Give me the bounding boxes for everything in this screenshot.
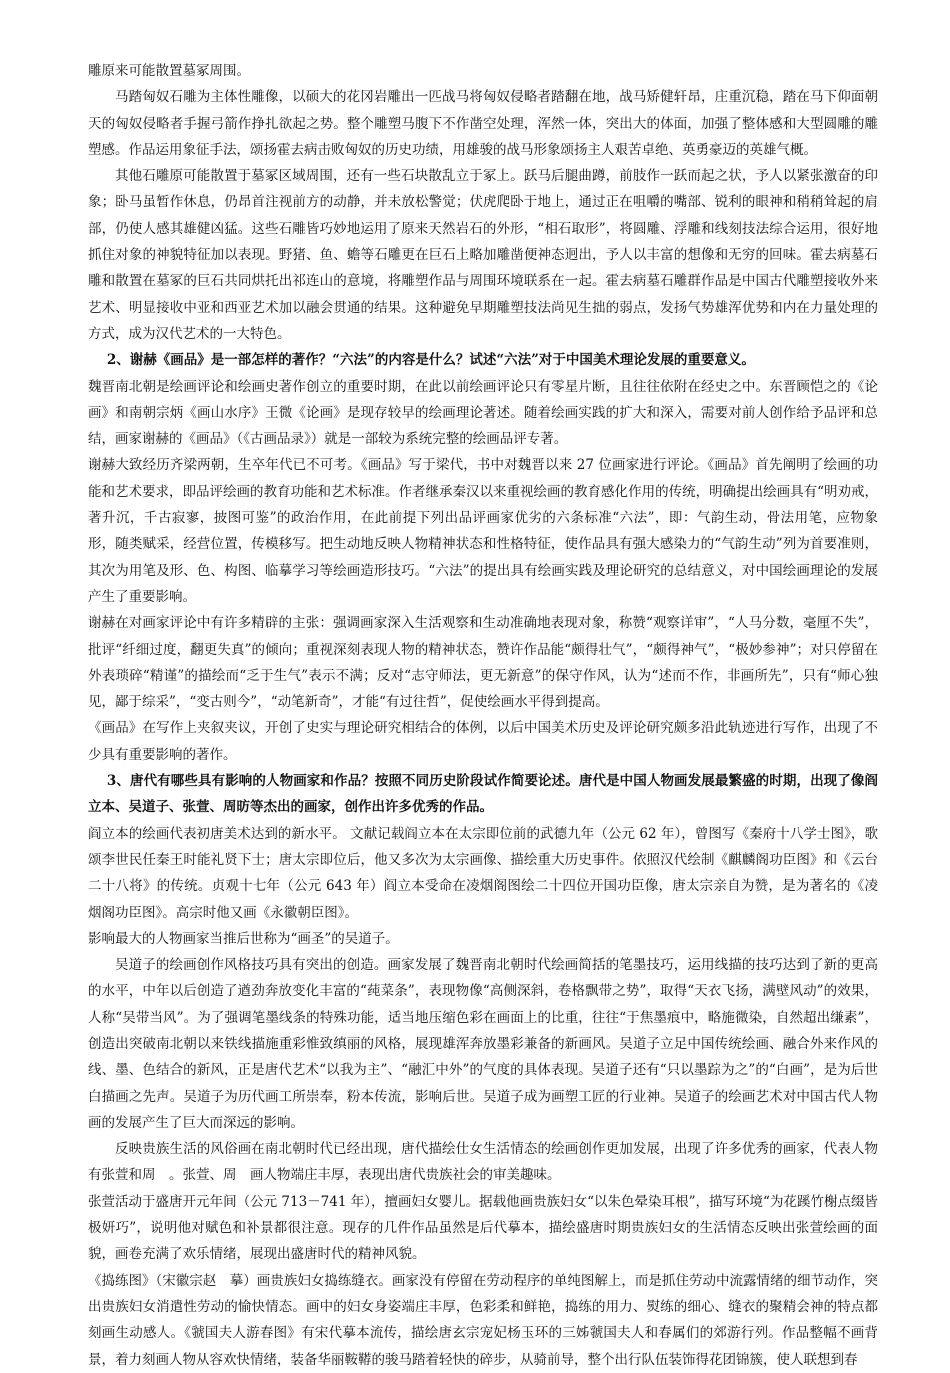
text-paragraph: 马踏匈奴石雕为主体性雕像，以硕大的花冈岩雕出一匹战马将匈奴侵略者踏翻在地，战马矫健轩昂，庄重沉稳，踏在马下仰面朝天的匈奴侵略者手握弓箭作挣扎欲起之势。整个雕塑马腹下不作凿空处理，浑然一体，突出大的体面，加强了整体感和大型圆雕的雕塑感。作品运用象征手法，颂扬霍去病击败匈奴的历史功绩，用雄骏的战马形象颂扬主人艰苦卓绝、英勇豪迈的英雄气概。: [88, 89, 878, 158]
text-paragraph: 影响最大的人物画家当推后世称为“画圣”的吴道子。: [88, 930, 399, 947]
text-paragraph: 阎立本的绘画代表初唐美术达到的新水平。 文献记载阎立本在太宗即位前的武德九年（公元 62 年），曾图写《秦府十八学士图》，歌颂李世民任秦王时能礼贤下士；唐太宗即位后，他又多次为太宗画像、描绘重大历史事件。依照汉代绘制《麒麟阁功臣图》和《云台二十八将》的传统。贞观十七年（公元 643 年）阎立本受命在凌烟阁图绘二十四位开国功臣像，唐太宗亲自为赞，是为著名的《凌烟阁功臣图》。高宗时他又画《永徽朝臣图》。: [88, 825, 878, 921]
text-paragraph: 谢赫大致经历齐梁两朝，生卒年代已不可考。《画品》写于梁代，书中对魏晋以来 27 位画家进行评论。《画品》首先阐明了绘画的功能和艺术要求，即品评绘画的教育功能和艺术标准。作者继承秦汉以来重视绘画的教育感化作用的传统，明确提出绘画具有“明劝戒，著升沉，千古寂寥，披图可鉴”的政治作用，在此前提下列出品评画家优劣的六条标准“六法”，即：气韵生动，骨法用笔，应物象形，随类赋采，经营位置，传模移写。把生动地反映人物精神状态和性格特征，使作品具有强大感染力的“气韵生动”列为首要准则，其次为用笔及形、色、构图、临摹学习等绘画造形技巧。“六法”的提出具有绘画实践及理论研究的总结意义，对中国绘画理论的发展产生了重要影响。: [88, 457, 878, 605]
text-paragraph: 吴道子的绘画创作风格技巧具有突出的创造。画家发展了魏晋南北朝时代绘画简括的笔墨技巧，运用线描的技巧达到了新的更高的水平，中年以后创造了遒劲奔放变化丰富的“莼菜条”，表现物像“高侧深斜，卷格飘带之势”，取得“天衣飞扬，满壁风动”的效果，人称“吴带当风”。为了强调笔墨线条的特殊功能，适当地压缩色彩在画面上的比重，往往“于焦墨痕中，略施微染，自然超出缣素”，创造出突破南北朝以来铁线描施重彩惟致缜丽的风格，展现雄浑奔放墨彩兼备的新画风。吴道子立足中国传统绘画、融合外来作风的线、墨、色结合的新风，正是唐代艺术“以我为主”、“融汇中外”的气度的具体表现。吴道子还有“只以墨踪为之”的“白画”，是为后世白描画之先声。吴道子为历代画工所崇奉，粉本传流，影响后世。吴道子成为画塑工匠的行业神。吴道子的绘画艺术对中国古代人物画的发展产生了巨大而深远的影响。: [88, 957, 878, 1131]
question-heading: 3、唐代有哪些具有影响的人物画家和作品？按照不同历史阶段试作简要论述。唐代是中国人物画发展最繁盛的时期，出现了像阎立本、吴道子、张萱、周昉等杰出的画家，创作出许多优秀的作品。: [88, 773, 878, 816]
text-paragraph: 张萱活动于盛唐开元年间（公元 713－741 年），擅画妇女婴儿。据载他画贵族妇女“以朱色晕染耳根”，描写环境“为花蹊竹榭点缀皆极妍巧”，说明他对赋色和补景都很注意。现存的几件作品虽然是后代摹本，描绘盛唐时期贵族妇女的生活情态反映出张萱绘画的面貌，画卷充满了欢乐情绪，展现出盛唐时代的精神风貌。: [88, 1193, 878, 1263]
text-paragraph: 其他石雕原可能散置于墓冢区域周围，还有一些石块散乱立于冢上。跃马后腿曲蹲，前肢作一跃而起之状，予人以紧张激奋的印象；卧马虽暂作休息，仍昂首注视前方的动静，并未放松警觉；伏虎爬卧于地上，通过正在咀嚼的嘴部、锐利的眼神和稍稍耸起的肩部，仍使人感其雄健凶猛。这些石雕皆巧妙地运用了原来天然岩石的外形，“相石取形”，将圆雕、浮雕和线刻技法综合运用，很好地抓住对象的神貌特征加以表现。野猪、鱼、蟾等石雕更在巨石上略加雕凿便神态迥出，予人以丰富的想像和无穷的回味。霍去病墓石雕和散置在墓冢的巨石共同烘托出祁连山的意境，将雕塑作品与周围环境联系在一起。霍去病墓石雕群作品是中国古代雕塑接收外来艺术、明显接收中亚和西亚艺术加以融会贯通的结果。这种避免早期雕塑技法尚见生拙的弱点，发扬气势雄浑优势和内在力量处理的方式，成为汉代艺术的一大特色。: [88, 168, 878, 342]
text-paragraph: 魏晋南北朝是绘画评论和绘画史著作创立的重要时期，在此以前绘画评论只有零星片断，且往往依附在经史之中。东晋顾恺之的《论画》和南朝宗炳《画山水序》王微《论画》是现存较早的绘画理论著述。随着绘画实践的扩大和深入，需要对前人创作给予品评和总结，画家谢赫的《画品》（《古画品录》）就是一部较为系统完整的绘画品评专著。: [88, 378, 878, 448]
question-heading: 2、谢赫《画品》是一部怎样的著作？“六法”的内容是什么？试述“六法”对于中国美术理论发展的重要意义。: [106, 352, 755, 369]
text-paragraph: 反映贵族生活的风俗画在南北朝时代已经出现，唐代描绘仕女生活情态的绘画创作更加发展，出现了许多优秀的画家，代表人物有张萱和周 。张萱、周 画人物端庄丰厚，表现出唐代贵族社会的审美趣味。: [88, 1141, 878, 1184]
text-paragraph: 谢赫在对画家评论中有许多精辟的主张：强调画家深入生活观察和生动准确地表现对象，称赞“观察详审”，“人马分数，毫厘不失”，批评“纤细过度，翻更失真”的倾向；重视深刻表现人物的精神状态，赞许作品能“颇得壮气”，“颇得神气”，“极妙参神”；对只停留在外表琐碎“精谨”的描绘而“乏于生气”表示不满；反对“志守师法，更无新意”的保守作风，认为“述而不作，非画所先”，只有“师心独见，鄙于综采”，“变古则今”，“动笔新奇”，才能“有过往哲”，促使绘画水平得到提高。: [88, 615, 878, 711]
text-paragraph: 雕原来可能散置墓冢周围。: [88, 63, 250, 79]
text-paragraph: 《捣练图》（宋徽宗赵 摹）画贵族妇女捣练缝衣。画家没有停留在劳动程序的单纯图解上，而是抓住劳动中流露情绪的细节动作，突出贵族妇女消遣性劳动的愉快情态。画中的妇女身姿端庄丰厚，色彩柔和鲜艳，捣练的用力、熨练的细心、缝衣的聚精会神的特点都刻画生动感人。《虢国夫人游春图》有宋代摹本流传，描绘唐玄宗宠妃杨玉环的三姊虢国夫人和春属们的郊游行列。作品整幅不画背景，着力刻画人物从容欢快情绪，装备华丽鞍鞯的骏马踏着轻快的碎步，从骑前导，整个出行队伍装饰得花团锦簇，使人联想到春: [88, 1272, 878, 1368]
text-paragraph: 《画品》在写作上夹叙夹议，开创了史实与理论研究相结合的体例，以后中国美术历史及评论研究颇多沿此轨迹进行写作，出现了不少具有重要影响的著作。: [88, 720, 878, 763]
